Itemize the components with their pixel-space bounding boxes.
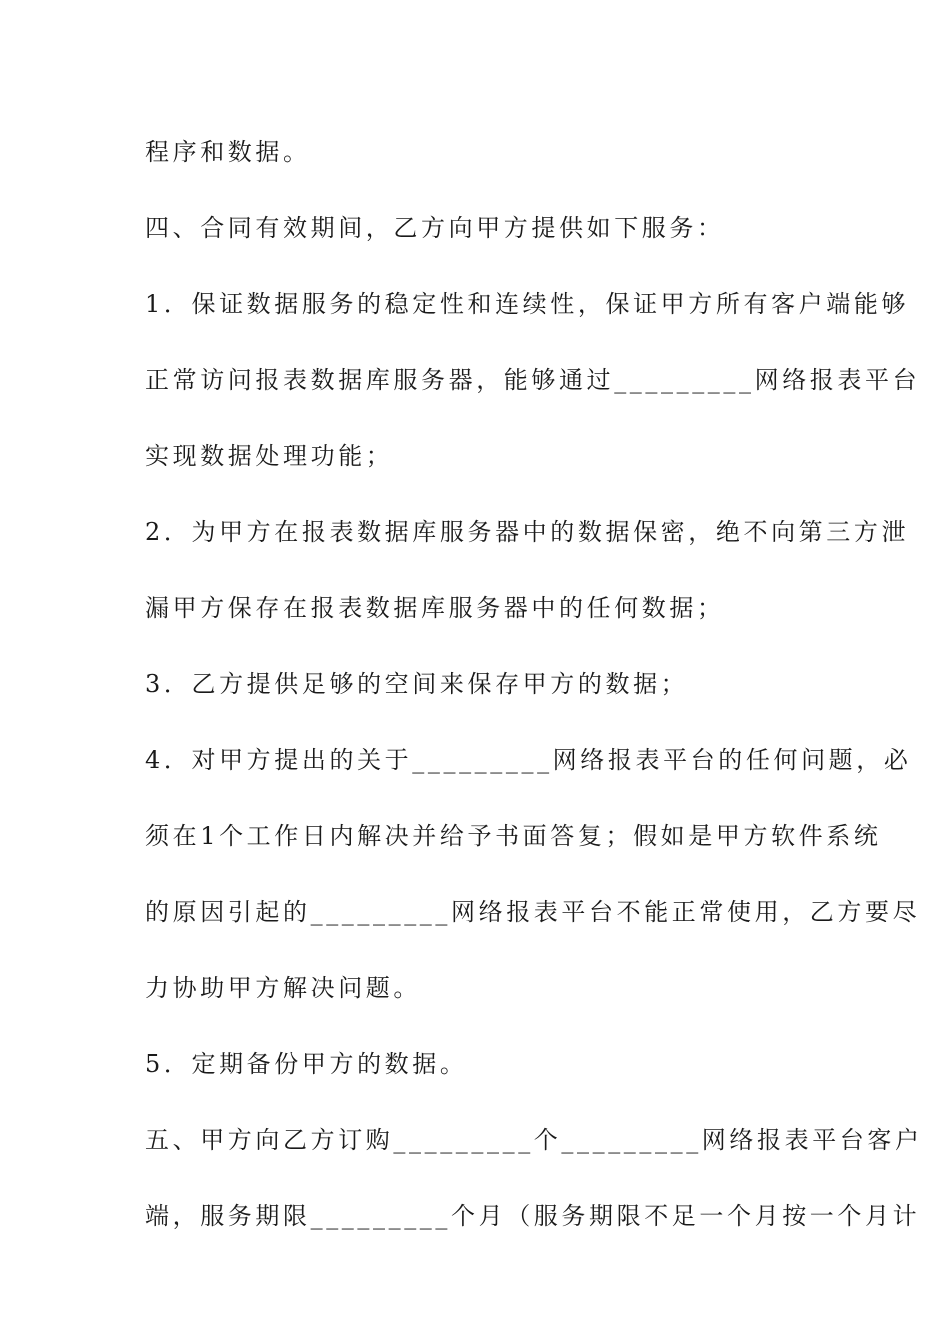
text-line: 端，服务期限_________个月（服务期限不足一个月按一个月计	[145, 1202, 921, 1230]
text-line: 漏甲方保存在报表数据库服务器中的任何数据；	[145, 594, 725, 622]
text-line: 的原因引起的_________网络报表平台不能正常使用，乙方要尽	[145, 898, 921, 926]
text-line: 实现数据处理功能；	[145, 442, 394, 470]
text-line: 力协助甲方解决问题。	[145, 974, 421, 1002]
text-line: 须在1个工作日内解决并给予书面答复；假如是甲方软件系统	[145, 822, 882, 850]
text-line: 5．定期备份甲方的数据。	[145, 1050, 468, 1078]
text-line: 4．对甲方提出的关于_________网络报表平台的任何问题，必	[145, 746, 912, 774]
text-line: 程序和数据。	[145, 138, 311, 166]
text-line: 2．为甲方在报表数据库服务器中的数据保密，绝不向第三方泄	[145, 518, 910, 546]
text-line: 1．保证数据服务的稳定性和连续性，保证甲方所有客户端能够	[145, 290, 910, 318]
section-heading-four: 四、合同有效期间，乙方向甲方提供如下服务：	[145, 214, 725, 242]
section-heading-five: 五、甲方向乙方订购_________个_________网络报表平台客户	[145, 1126, 923, 1154]
text-line: 正常访问报表数据库服务器，能够通过_________网络报表平台	[145, 366, 921, 394]
text-line: 3．乙方提供足够的空间来保存甲方的数据；	[145, 670, 689, 698]
